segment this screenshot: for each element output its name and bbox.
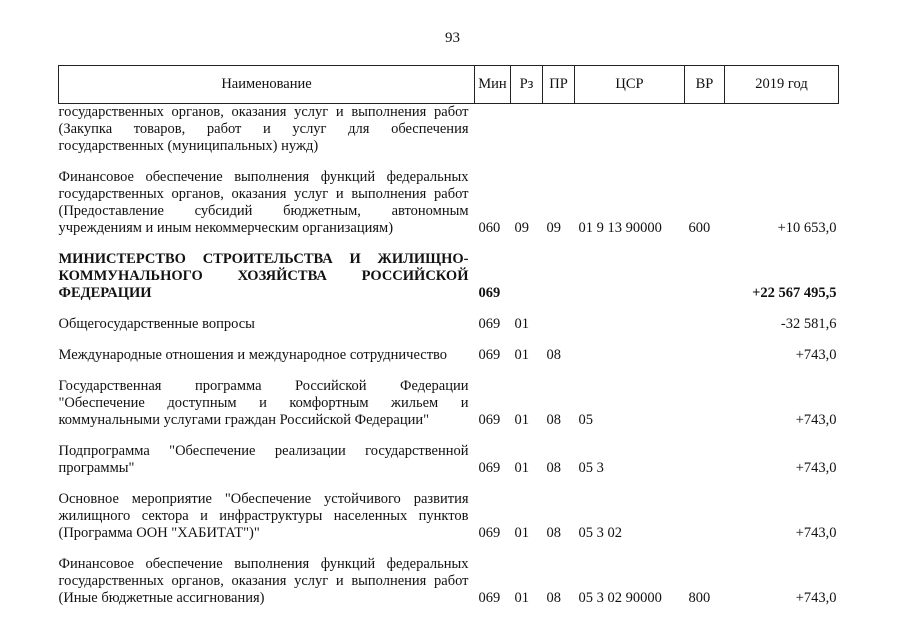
- gap-cell: [685, 429, 725, 443]
- row-pr: [543, 251, 575, 302]
- gap-cell: [59, 302, 475, 316]
- row-min: 069: [478, 525, 501, 541]
- row-pr: 08: [546, 347, 561, 363]
- gap-cell: [543, 542, 575, 556]
- gap-cell: [725, 429, 839, 443]
- header-min: Мин: [475, 66, 511, 104]
- gap-cell: [575, 155, 685, 169]
- row-min: 069: [478, 347, 501, 363]
- row-gap: [59, 302, 839, 316]
- table-row: [59, 378, 839, 429]
- row-amount: +22 567 495,5: [752, 285, 837, 301]
- row-vr: [685, 347, 725, 364]
- row-vr: 800: [688, 590, 711, 606]
- row-pr: [543, 316, 575, 333]
- gap-cell: [725, 333, 839, 347]
- gap-cell: [575, 542, 685, 556]
- gap-cell: [725, 364, 839, 378]
- row-vr: [685, 251, 725, 302]
- gap-cell: [543, 237, 575, 251]
- row-csr: [575, 251, 685, 302]
- row-gap: [59, 477, 839, 491]
- gap-cell: [575, 429, 685, 443]
- row-amount: +10 653,0: [777, 220, 837, 236]
- row-vr: [685, 491, 725, 542]
- row-name: МИНИСТЕРСТВО СТРОИТЕЛЬСТВА И ЖИЛИЩНО-КОММУНАЛЬНОГО ХОЗЯЙСТВА РОССИЙСКОЙ ФЕДЕРАЦИИ: [58, 251, 469, 301]
- table-row: [59, 316, 839, 333]
- row-vr: [685, 443, 725, 477]
- gap-cell: [59, 542, 475, 556]
- row-csr: [575, 347, 685, 364]
- row-name: Финансовое обеспечение выполнения функций федеральных государственных органов, оказания услуг и выполнения работ (Иные бюджетные ассигнования): [58, 556, 469, 606]
- row-rz: 01: [514, 347, 529, 363]
- row-min: 069: [478, 285, 501, 301]
- header-name: Наименование: [59, 66, 475, 104]
- gap-cell: [725, 542, 839, 556]
- gap-cell: [575, 237, 685, 251]
- row-gap: [59, 429, 839, 443]
- row-csr: 05 3: [578, 460, 604, 476]
- gap-cell: [59, 477, 475, 491]
- row-name: Основное мероприятие "Обеспечение устойчивого развития жилищного сектора и инфраструктуры населенных пунктов (Программа ООН "ХАБИТАТ")": [58, 491, 469, 541]
- table-body: [59, 104, 839, 608]
- row-min: 069: [478, 460, 501, 476]
- header-rz: Рз: [511, 66, 543, 104]
- gap-cell: [511, 155, 543, 169]
- row-gap: [59, 333, 839, 347]
- page-number: 93: [445, 30, 460, 46]
- row-rz: 01: [514, 316, 529, 332]
- row-rz: 01: [514, 460, 529, 476]
- gap-cell: [575, 333, 685, 347]
- gap-cell: [475, 333, 511, 347]
- table-row: [59, 556, 839, 607]
- row-name: Государственная программа Российской Федерации "Обеспечение доступным и комфортным жильем и коммунальными услугами граждан Российской Федерации": [58, 378, 469, 428]
- row-csr: [575, 316, 685, 333]
- table-row: [59, 443, 839, 477]
- row-amount: +743,0: [795, 525, 837, 541]
- row-amount: +743,0: [795, 412, 837, 428]
- budget-table: [58, 65, 839, 607]
- gap-cell: [543, 429, 575, 443]
- row-rz: [511, 251, 543, 302]
- row-pr: 08: [546, 412, 561, 428]
- table-row: [59, 169, 839, 237]
- gap-cell: [543, 364, 575, 378]
- row-pr: [543, 104, 575, 156]
- gap-cell: [685, 155, 725, 169]
- gap-cell: [59, 237, 475, 251]
- gap-cell: [575, 364, 685, 378]
- row-rz: [511, 104, 543, 156]
- gap-cell: [725, 155, 839, 169]
- row-amount: +743,0: [795, 347, 837, 363]
- row-csr: 01 9 13 90000: [578, 220, 662, 236]
- table-row: [59, 251, 839, 302]
- gap-cell: [475, 364, 511, 378]
- row-amount: +743,0: [795, 460, 837, 476]
- row-rz: 01: [514, 590, 529, 606]
- gap-cell: [543, 477, 575, 491]
- gap-cell: [725, 477, 839, 491]
- gap-cell: [685, 302, 725, 316]
- row-gap: [59, 237, 839, 251]
- gap-cell: [575, 477, 685, 491]
- header-pr: ПР: [543, 66, 575, 104]
- gap-cell: [725, 237, 839, 251]
- gap-cell: [59, 429, 475, 443]
- gap-cell: [511, 542, 543, 556]
- table-row: [59, 491, 839, 542]
- row-name: Финансовое обеспечение выполнения функций федеральных государственных органов, оказания услуг и выполнения работ (Предоставление субсидий бюджетным, автономным учреждениям и иным некоммерческим организациям): [58, 169, 469, 236]
- gap-cell: [543, 302, 575, 316]
- header-csr: ЦСР: [575, 66, 685, 104]
- row-amount: -32 581,6: [780, 316, 837, 332]
- gap-cell: [59, 155, 475, 169]
- row-min: 069: [478, 316, 501, 332]
- row-min: 060: [478, 220, 501, 236]
- table-row: [59, 104, 839, 156]
- row-csr: 05: [578, 412, 593, 428]
- row-rz: 01: [514, 412, 529, 428]
- gap-cell: [475, 155, 511, 169]
- gap-cell: [511, 364, 543, 378]
- row-vr: 600: [688, 220, 711, 236]
- header-year: 2019 год: [725, 66, 839, 104]
- row-pr: 08: [546, 460, 561, 476]
- gap-cell: [511, 302, 543, 316]
- gap-cell: [685, 542, 725, 556]
- row-csr: 05 3 02: [578, 525, 622, 541]
- gap-cell: [511, 429, 543, 443]
- gap-cell: [475, 542, 511, 556]
- gap-cell: [685, 333, 725, 347]
- gap-cell: [511, 477, 543, 491]
- row-name: Международные отношения и международное сотрудничество: [58, 347, 448, 363]
- row-csr: 05 3 02 90000: [578, 590, 662, 606]
- row-vr: [685, 316, 725, 333]
- row-vr: [685, 104, 725, 156]
- gap-cell: [543, 155, 575, 169]
- table-header: [59, 66, 839, 104]
- row-gap: [59, 155, 839, 169]
- row-gap: [59, 364, 839, 378]
- gap-cell: [685, 364, 725, 378]
- row-rz: 09: [514, 220, 529, 236]
- gap-cell: [475, 429, 511, 443]
- row-name: государственных органов, оказания услуг и выполнения работ (Закупка товаров, работ и услуг для обеспечения государственных (муниципальных) нужд): [58, 104, 469, 154]
- row-pr: 09: [546, 220, 561, 236]
- gap-cell: [543, 333, 575, 347]
- gap-cell: [685, 477, 725, 491]
- gap-cell: [475, 237, 511, 251]
- table-row: [59, 347, 839, 364]
- row-name: Общегосударственные вопросы: [58, 316, 255, 332]
- row-min: 069: [478, 590, 501, 606]
- row-min: [475, 104, 511, 156]
- header-vr: ВР: [685, 66, 725, 104]
- gap-cell: [725, 302, 839, 316]
- gap-cell: [475, 477, 511, 491]
- row-amount: +743,0: [795, 590, 837, 606]
- row-pr: 08: [546, 590, 561, 606]
- gap-cell: [475, 302, 511, 316]
- row-name: Подпрограмма "Обеспечение реализации государственной программы": [58, 443, 469, 476]
- row-rz: 01: [514, 525, 529, 541]
- row-vr: [685, 378, 725, 429]
- gap-cell: [59, 364, 475, 378]
- row-csr: [575, 104, 685, 156]
- gap-cell: [575, 302, 685, 316]
- row-amount: [725, 104, 839, 156]
- row-gap: [59, 542, 839, 556]
- gap-cell: [511, 237, 543, 251]
- row-min: 069: [478, 412, 501, 428]
- gap-cell: [59, 333, 475, 347]
- row-pr: 08: [546, 525, 561, 541]
- gap-cell: [511, 333, 543, 347]
- gap-cell: [685, 237, 725, 251]
